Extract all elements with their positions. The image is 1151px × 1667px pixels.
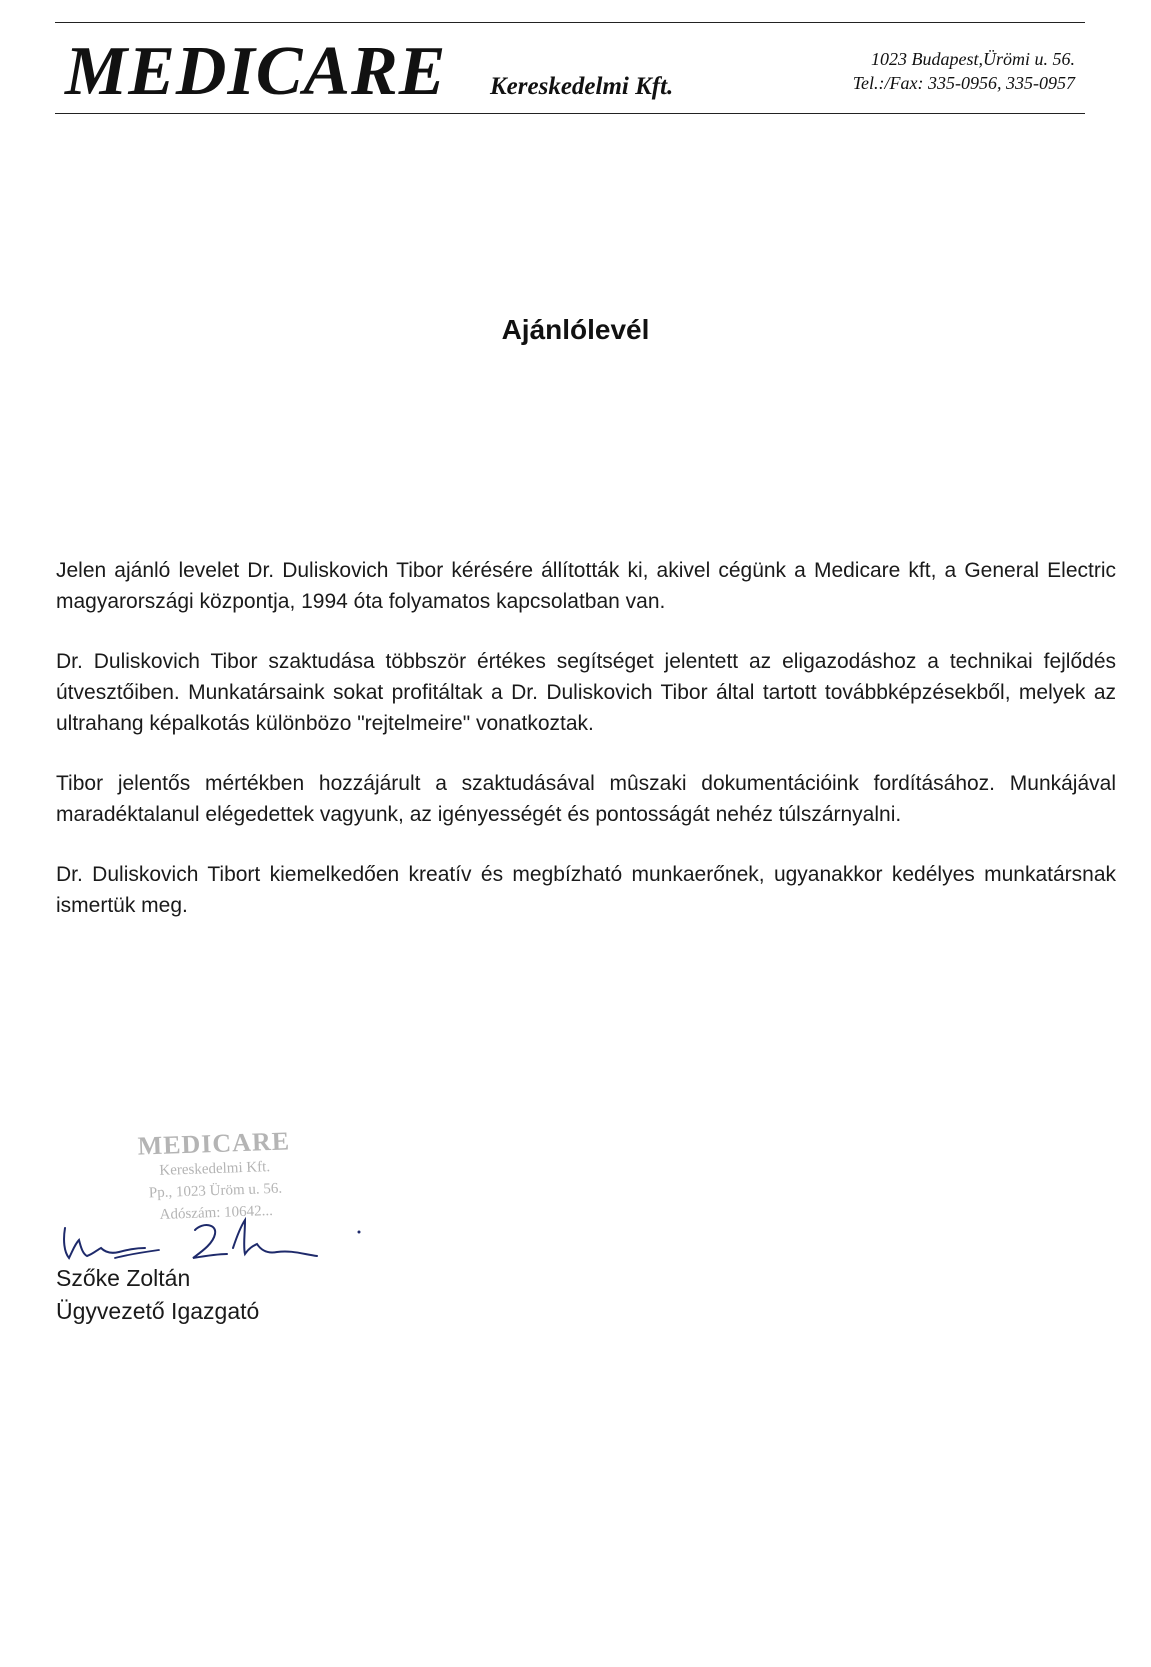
paragraph: Jelen ajánló levelet Dr. Duliskovich Tibor kérésére állították ki, akivel cégünk a Medicare kft, a General Electric magyarországi központja, 1994 óta folyamatos kapcsolatban van. bbox=[56, 559, 1116, 613]
paragraph: Dr. Duliskovich Tibor szaktudása többször értékes segítséget jelentett az eligazodáshoz a technikai fejlődés útvesztőiben. Munkatársaink sokat profitáltak a Dr. Duliskovich Tibor által tartott továbbképzésekből, melyek az ultrahang képalkotás különbözo "rejtelmeire" vonatkoztak. bbox=[56, 650, 1116, 735]
stamp-line: Adószám: 10642... bbox=[159, 1203, 274, 1223]
signer-name: Szőke Zoltán bbox=[56, 1265, 191, 1291]
company-address bbox=[853, 47, 1075, 95]
letter-body bbox=[56, 555, 1116, 950]
stamp-line: Kereskedelmi Kft. bbox=[159, 1159, 271, 1179]
letter-title: Ajánlólevél bbox=[501, 314, 650, 345]
stamp-name: MEDICARE bbox=[137, 1126, 291, 1161]
company-subtitle: Kereskedelmi Kft. bbox=[490, 73, 674, 100]
letterhead bbox=[55, 22, 1085, 114]
signer-role: Ügyvezető Igazgató bbox=[56, 1298, 260, 1324]
company-name: MEDICARE bbox=[65, 33, 447, 110]
paragraph: Tibor jelentős mértékben hozzájárult a szaktudásával mûszaki dokumentációink fordításához. Munkájával maradéktalanul elégedettek vagyunk, az igényességét és pontosságát nehéz túlszárnyalni. bbox=[56, 772, 1116, 826]
handwritten-signature bbox=[55, 1210, 365, 1270]
signer-block bbox=[56, 1262, 259, 1328]
phone-fax-line: Tel.:/Fax: 335-0956, 335-0957 bbox=[852, 73, 1075, 93]
stamp-line: Pp., 1023 Üröm u. 56. bbox=[148, 1180, 283, 1202]
paragraph: Dr. Duliskovich Tibort kiemelkedően kreatív és megbízható munkaerőnek, ugyanakkor kedélyes munkatársnak ismertük meg. bbox=[56, 863, 1116, 917]
address-line: 1023 Budapest,Ürömi u. 56. bbox=[871, 49, 1075, 69]
